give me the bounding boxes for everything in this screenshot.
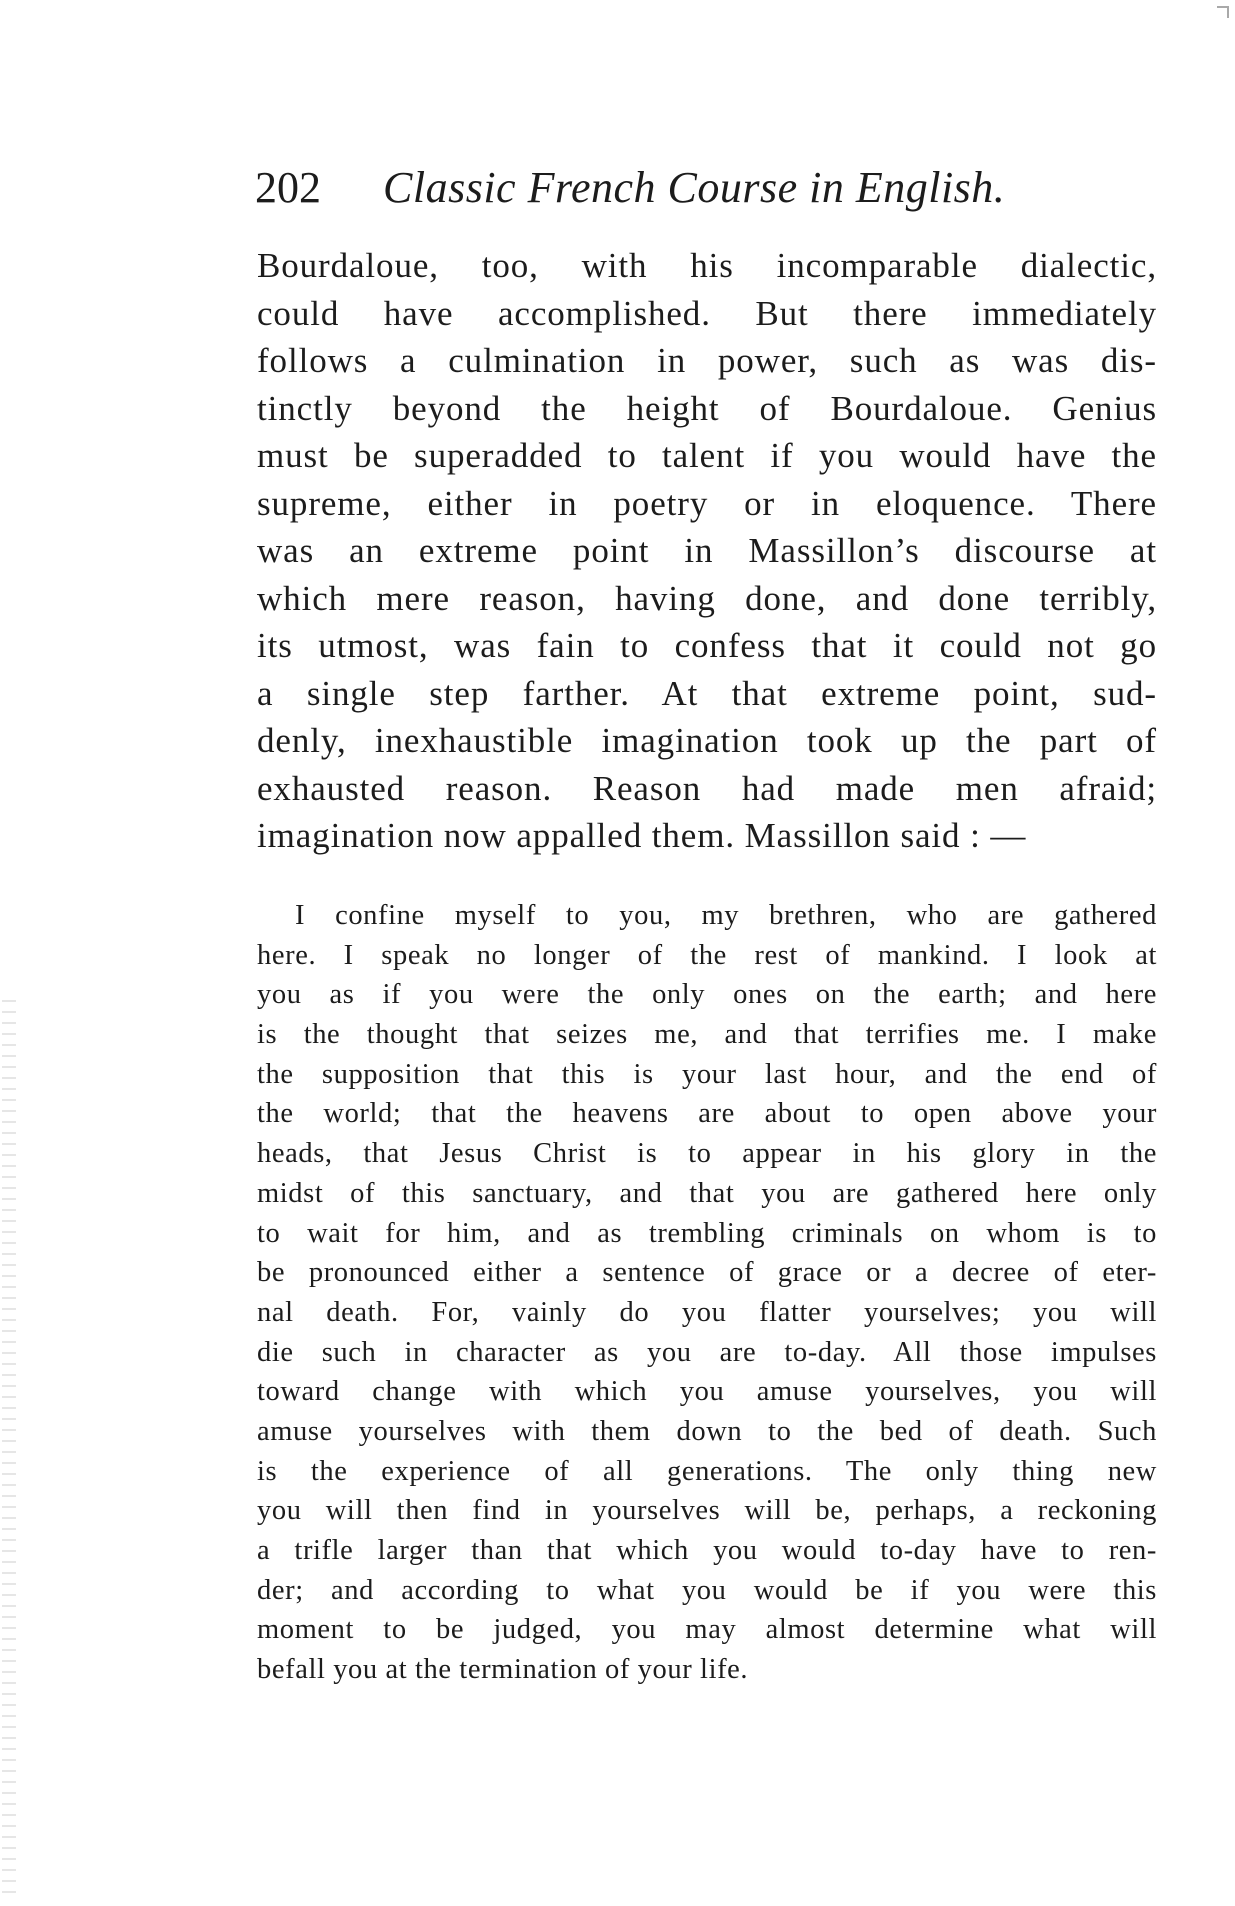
body-line: could have accomplished. But there immediately — [257, 293, 1157, 333]
quote-line: to wait for him, and as trembling criminals on whom is to — [257, 1217, 1157, 1249]
quote-line: toward change with which you amuse yourselves, you will — [257, 1376, 1157, 1408]
body-line: imagination now appalled them. Massillon said : — — [257, 816, 1027, 855]
running-title: Classic French Course in English. — [383, 163, 1006, 212]
body-line: was an extreme point in Massillon’s discourse at — [257, 531, 1157, 570]
quote-line: der; and according to what you would be if you were this — [257, 1574, 1157, 1606]
scan-gutter-marks — [2, 1000, 16, 1900]
quote-line: the world; that the heavens are about to open above your — [257, 1098, 1157, 1130]
quote-line: is the thought that seizes me, and that terrifies me. I make — [257, 1019, 1157, 1051]
quote-line: be pronounced either a sentence of grace or a decree of eter- — [257, 1257, 1157, 1289]
quote-line: die such in character as you are to-day. All those impulses — [257, 1336, 1157, 1368]
body-line: exhausted reason. Reason had made men afraid; — [257, 768, 1157, 808]
body-line: which mere reason, having done, and done terribly, — [257, 578, 1157, 618]
quote-line: is the experience of all generations. The only thing new — [257, 1455, 1157, 1487]
body-line: must be superadded to talent if you would have the — [257, 436, 1157, 475]
quote-line: nal death. For, vainly do you flatter yourselves; you will — [257, 1296, 1157, 1328]
running-head — [255, 158, 1155, 218]
quote-line: moment to be judged, you may almost determine what will — [257, 1614, 1157, 1646]
page-number: 202 — [255, 163, 321, 212]
quote-line: you will then find in yourselves will be, perhaps, a reckoning — [257, 1495, 1157, 1527]
body-line: its utmost, was fain to confess that it could not go — [257, 626, 1157, 665]
body-line: Bourdaloue, too, with his incomparable dialectic, — [257, 246, 1157, 285]
block-quotation — [257, 896, 1157, 1690]
quote-line: a trifle larger than that which you would to-day have to ren- — [257, 1535, 1157, 1566]
quote-line: heads, that Jesus Christ is to appear in his glory in the — [257, 1138, 1157, 1170]
body-line: a single step farther. At that extreme point, sud- — [257, 673, 1157, 713]
body-line: tinctly beyond the height of Bourdaloue. Genius — [257, 388, 1157, 428]
body-line: denly, inexhaustible imagination took up the part of — [257, 721, 1157, 760]
quote-line: the supposition that this is your last hour, and the end of — [257, 1058, 1157, 1090]
body-line: follows a culmination in power, such as was dis- — [257, 341, 1157, 380]
body-paragraph — [257, 242, 1157, 860]
body-line: supreme, either in poetry or in eloquence. There — [257, 483, 1157, 523]
quote-line: you as if you were the only ones on the earth; and here — [257, 979, 1157, 1011]
quote-line: befall you at the termination of your life. — [257, 1654, 749, 1686]
quote-line: here. I speak no longer of the rest of mankind. I look at — [257, 939, 1157, 971]
quote-line: midst of this sanctuary, and that you are gathered here only — [257, 1177, 1157, 1209]
scan-corner-mark — [1217, 6, 1229, 18]
quote-line: amuse yourselves with them down to the bed of death. Such — [257, 1415, 1157, 1447]
quote-line: I confine myself to you, my brethren, who are gathered — [295, 900, 1157, 931]
